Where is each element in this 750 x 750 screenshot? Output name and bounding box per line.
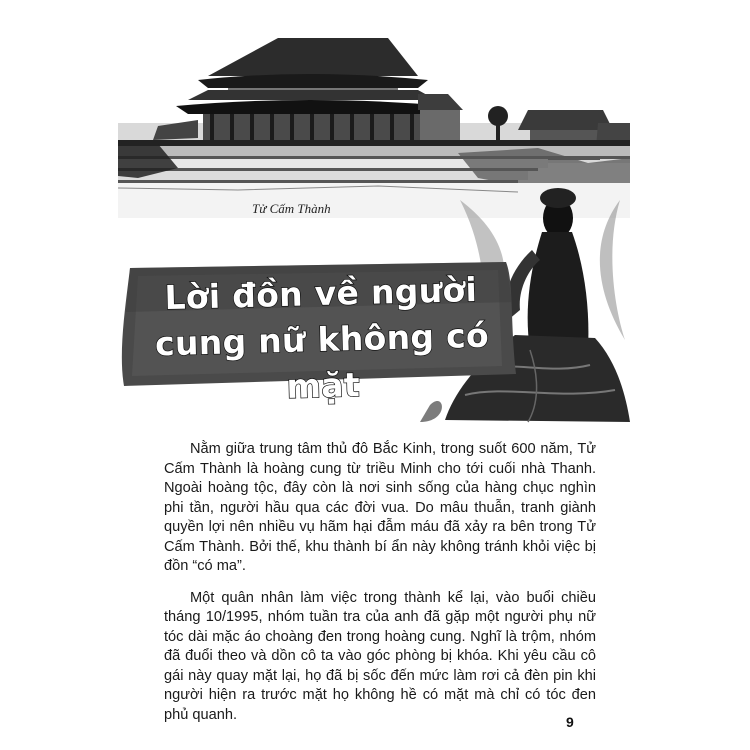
paragraph-1: Nằm giữa trung tâm thủ đô Bắc Kinh, trong suốt 600 năm, Tử Cấm Thành là hoàng cung từ triều Minh cho tới cuối nhà Thanh. Ngoài hoàng tộc, đây còn là nơi sinh sống của hàng chục nghìn phi tần, người hầu qua các đời vua. Do mâu thuẫn, tranh giành quyền lợi nên nhiều vụ hãm hại đẫm máu đã xảy ra bên trong Tử Cấm Thành. Bởi thế, khu thành bí ẩn này không tránh khỏi việc bị đồn “có ma”. — [164, 441, 596, 574]
article-title — [130, 266, 513, 414]
title-line-2: cung nữ không có mặt — [154, 315, 490, 406]
illustration-caption: Tử Cấm Thành — [252, 201, 331, 216]
paragraph-2: Một quân nhân làm việc trong thành kể lại, vào buổi chiều tháng 10/1995, nhóm tuần tra của anh đã gặp một người phụ nữ tóc dài mặc áo choàng đen trong hoàng cung. Nghĩ là trộm, nhóm đã đuổi theo và dồn cô ta vào góc phòng bị khóa. Khi yêu cầu cô gái này quay mặt lại, họ đã bị sốc đến mức làm rơi cả đèn pin khi người hiện ra trước mặt họ không hề có mặt mà chỉ có tóc đen phủ quanh. — [164, 589, 596, 723]
article-body — [164, 440, 596, 737]
page-number: 9 — [566, 714, 574, 730]
title-line-1: Lời đồn về người — [164, 269, 478, 318]
